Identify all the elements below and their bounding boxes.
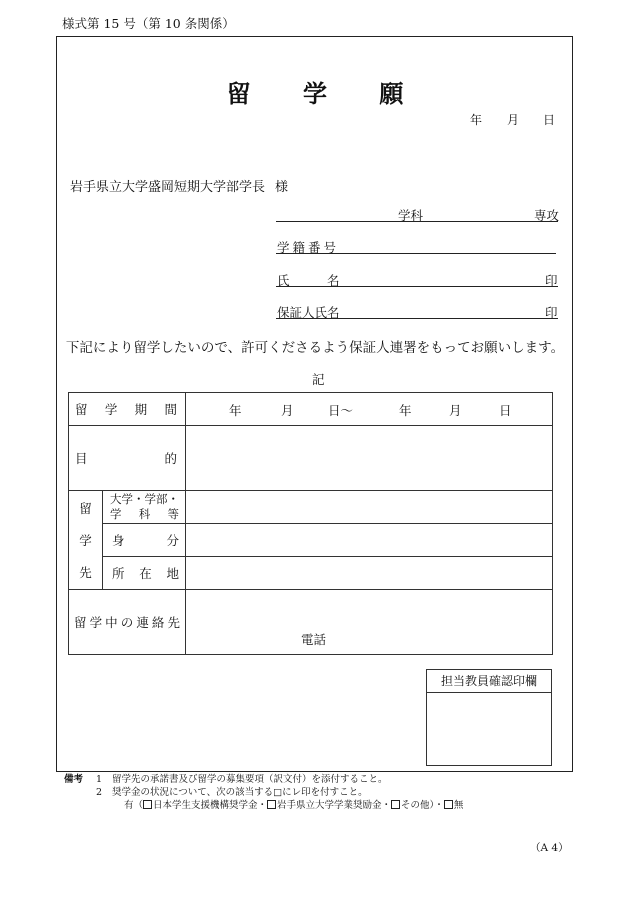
request-text: 下記により留学したいので、許可くださるよう保証人連署をもってお願いします。 <box>65 340 565 356</box>
period-char-2: 学 <box>104 402 118 417</box>
contact-row <box>69 590 553 655</box>
addressee <box>70 176 288 195</box>
contact-char-1: 留 <box>74 615 87 630</box>
ki-heading: 記 <box>312 372 325 387</box>
note-2: 奨学金の状況について、次の該当する□にレ印を付すこと。 <box>112 787 368 798</box>
contact-char-7: 先 <box>167 615 180 630</box>
location-char-1: 所 <box>112 566 125 581</box>
contact-value-cell[interactable] <box>186 590 553 655</box>
option-iwate-award: 岩手県立大学学業奨励金・ <box>277 800 392 811</box>
option-none: 無 <box>453 800 464 811</box>
status-row <box>69 524 553 557</box>
note-1-number: 1 <box>96 774 103 785</box>
university-row <box>69 491 553 524</box>
department-label: 学科 <box>398 208 424 223</box>
period-label-cell <box>69 393 186 426</box>
scholarship-prefix: 有（ <box>124 800 144 811</box>
destination-char-1: 留 <box>79 501 92 516</box>
seal-mark-applicant: 印 <box>545 273 558 288</box>
date-year[interactable]: 年 <box>470 113 483 127</box>
university-char-1: 学 <box>110 507 122 521</box>
location-char-3: 地 <box>166 566 179 581</box>
note-2-number: 2 <box>96 787 103 798</box>
period-start-year: 年 <box>229 403 242 418</box>
note-1: 留学先の承諾書及び留学の募集要項（訳文付）を添付すること。 <box>112 774 388 785</box>
date-day[interactable]: 日 <box>543 113 556 127</box>
seal-mark-guarantor: 印 <box>545 305 558 320</box>
guarantor-field[interactable] <box>276 318 558 319</box>
date-month[interactable]: 月 <box>507 113 520 127</box>
period-row <box>69 393 553 426</box>
option-other: その他）・ <box>401 800 444 811</box>
contact-char-4: の <box>120 615 134 630</box>
student-id-label: 学籍番号 <box>277 240 340 255</box>
notes <box>64 773 463 812</box>
phone-label: 電話 <box>301 632 327 647</box>
form-number: 様式第 15 号（第 10 条関係） <box>62 16 235 31</box>
period-end-month: 月 <box>449 403 462 418</box>
status-char-2: 分 <box>166 533 179 548</box>
status-label-cell <box>103 524 186 557</box>
confirmation-box <box>426 669 552 766</box>
contact-char-6: 絡 <box>151 615 165 630</box>
contact-char-2: 学 <box>89 615 103 630</box>
location-label-cell <box>103 557 186 590</box>
period-char-3: 期 <box>134 402 148 417</box>
destination-char-2: 学 <box>79 533 92 548</box>
purpose-char-2: 的 <box>164 451 177 466</box>
notes-heading: 備考 <box>64 774 84 785</box>
application-table <box>68 392 553 655</box>
scholarship-options <box>64 799 463 812</box>
paper-size: （A 4） <box>530 842 569 854</box>
checkbox-none[interactable] <box>444 800 453 809</box>
name-field[interactable] <box>276 286 558 287</box>
purpose-label-cell <box>69 426 186 491</box>
location-row <box>69 557 553 590</box>
department-field[interactable] <box>276 221 558 222</box>
major-label: 専攻 <box>534 208 560 223</box>
destination-label-cell <box>69 491 103 590</box>
confirmation-label: 担当教員確認印欄 <box>427 670 551 693</box>
addressee-name: 岩手県立大学盛岡短期大学部学長 <box>70 180 266 195</box>
period-end-day: 日 <box>499 403 512 418</box>
university-label-line1: 大学・学部・ <box>110 492 179 506</box>
name-label-2: 名 <box>327 273 340 288</box>
status-char-1: 身 <box>112 533 125 548</box>
period-value-cell[interactable] <box>186 393 553 426</box>
addressee-honorific: 様 <box>275 180 289 195</box>
period-char-1: 留 <box>75 402 88 417</box>
option-jasso: 日本学生支援機構奨学金・ <box>153 800 268 811</box>
university-char-2: 科 <box>138 507 151 521</box>
checkbox-jasso[interactable] <box>143 800 152 809</box>
purpose-row <box>69 426 553 491</box>
student-id-field[interactable] <box>276 253 556 254</box>
period-start-day: 日〜 <box>328 403 354 418</box>
checkbox-iwate-award[interactable] <box>267 800 276 809</box>
location-char-2: 在 <box>139 566 152 581</box>
purpose-value-cell[interactable] <box>186 426 553 491</box>
destination-char-3: 先 <box>79 565 92 580</box>
guarantor-label: 保証人氏名 <box>277 305 340 320</box>
university-value-cell[interactable] <box>186 491 553 524</box>
confirmation-stamp-area[interactable] <box>427 693 551 765</box>
location-value-cell[interactable] <box>186 557 553 590</box>
period-start-month: 月 <box>281 403 294 418</box>
contact-char-5: 連 <box>136 615 149 630</box>
status-value-cell[interactable] <box>186 524 553 557</box>
period-end-year: 年 <box>399 403 412 418</box>
university-char-3: 等 <box>167 507 179 521</box>
contact-label-cell <box>69 590 186 655</box>
university-label-cell <box>103 491 186 524</box>
period-char-4: 間 <box>164 402 177 417</box>
checkbox-other[interactable] <box>391 800 400 809</box>
page-title: 留 学 願 <box>226 79 426 108</box>
contact-char-3: 中 <box>105 615 118 630</box>
name-label-1: 氏 <box>277 273 290 288</box>
purpose-char-1: 目 <box>75 451 88 466</box>
